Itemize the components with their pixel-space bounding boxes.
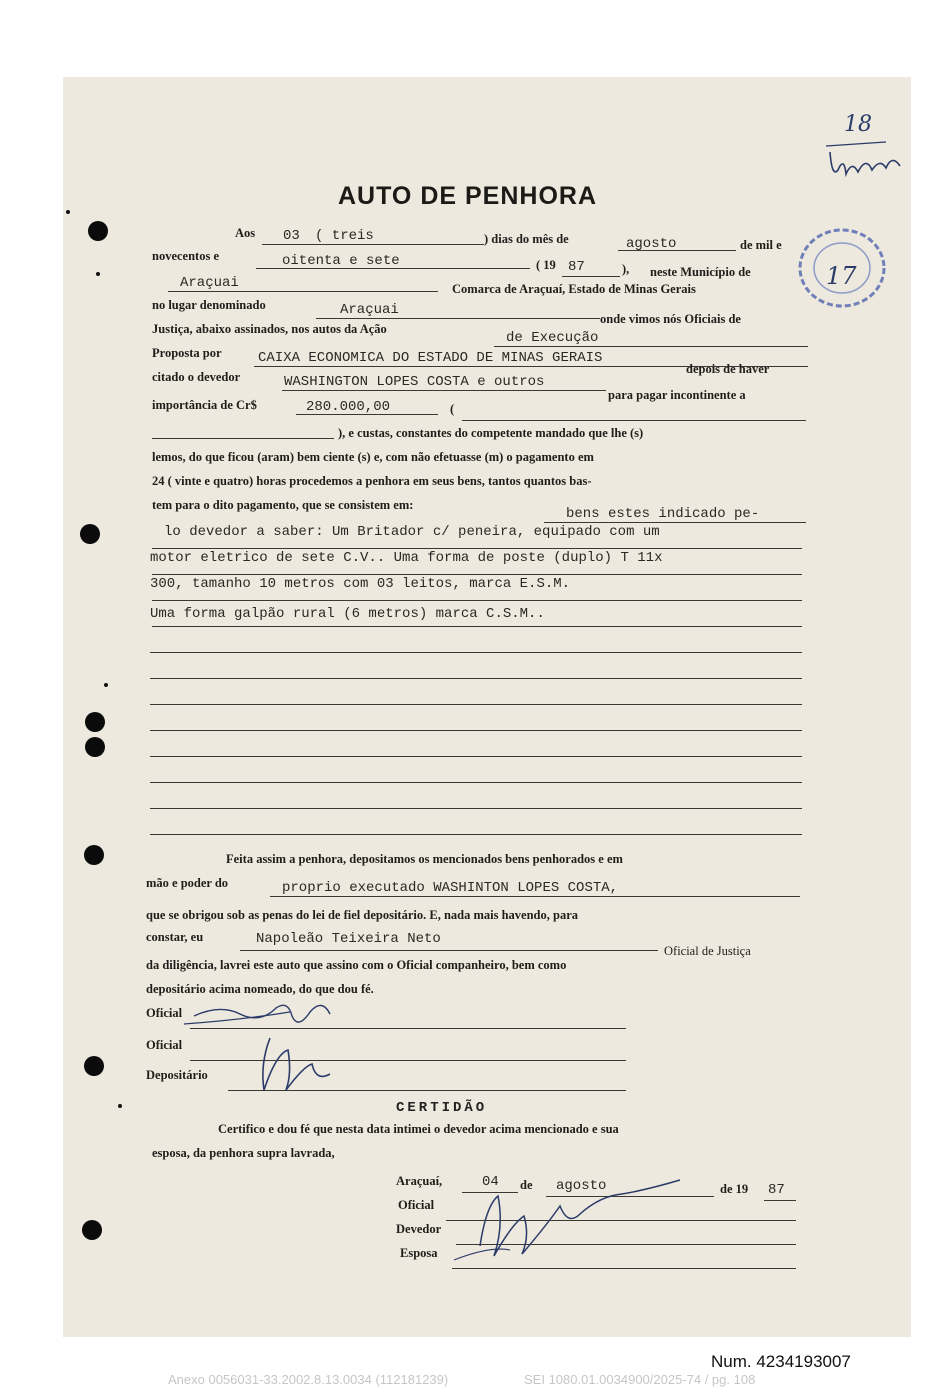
field-underline bbox=[262, 244, 484, 245]
field-ano: 87 bbox=[568, 259, 585, 275]
field-proposta: CAIXA ECONOMICA DO ESTADO DE MINAS GERAIS bbox=[258, 350, 603, 366]
field-underline bbox=[152, 626, 802, 627]
field-cert-ano: 87 bbox=[768, 1182, 785, 1198]
label-dias-mes: ) dias do mês de bbox=[484, 232, 569, 246]
blank-line bbox=[150, 678, 802, 679]
label-comarca: Comarca de Araçuaí, Estado de Minas Gerais bbox=[452, 282, 696, 296]
blank-line bbox=[150, 834, 802, 835]
label-importancia: importância de Cr$ bbox=[152, 398, 257, 412]
field-ano-extenso: oitenta e sete bbox=[282, 253, 400, 269]
text-tantos: tem para o dito pagamento, que se consistem em: bbox=[152, 498, 414, 512]
label-constar: constar, eu bbox=[146, 930, 204, 944]
label-oficial-1: Oficial bbox=[146, 1006, 183, 1020]
margin-initials bbox=[826, 138, 908, 188]
field-devedor: WASHINGTON LOPES COSTA e outros bbox=[284, 374, 545, 390]
signature-scribble-certidao bbox=[450, 1176, 710, 1266]
field-cert-mes: agosto bbox=[556, 1178, 607, 1194]
label-de-mil: de mil e bbox=[740, 238, 782, 252]
field-bens-4: 300, tamanho 10 metros com 03 leitos, marca E.S.M. bbox=[150, 576, 571, 592]
punch-hole bbox=[80, 524, 100, 544]
field-underline bbox=[152, 600, 802, 601]
label-para-pagar: para pagar incontinente a bbox=[608, 388, 746, 402]
field-lugar: Araçuai bbox=[340, 302, 399, 318]
stamp-page-number: 17 bbox=[826, 262, 857, 290]
punch-hole bbox=[82, 1220, 102, 1240]
field-underline bbox=[316, 318, 600, 319]
field-underline bbox=[562, 276, 620, 277]
label-de-2: de 19 bbox=[720, 1182, 749, 1196]
label-proposta-por: Proposta por bbox=[152, 346, 222, 360]
speck bbox=[96, 272, 100, 276]
certidao-title: CERTIDÃO bbox=[396, 1100, 488, 1116]
field-underline bbox=[462, 420, 806, 421]
field-bens-1: bens estes indicado pe- bbox=[566, 506, 760, 522]
speck bbox=[104, 683, 108, 687]
text-esposa-penhora: esposa, da penhora supra lavrada, bbox=[152, 1146, 335, 1160]
label-mao-poder: mão e poder do bbox=[146, 876, 229, 890]
label-oficial-2: Oficial bbox=[146, 1038, 183, 1052]
label-de-1: de bbox=[520, 1178, 533, 1192]
field-valor: 280.000,00 bbox=[306, 399, 391, 415]
label-citado: citado o devedor bbox=[152, 370, 241, 384]
blank-line bbox=[150, 756, 802, 757]
field-underline bbox=[168, 291, 438, 292]
field-bens-5: Uma forma galpão rural (6 metros) marca C.S.M.. bbox=[150, 606, 545, 622]
punch-hole bbox=[84, 845, 104, 865]
field-acao: de Execução bbox=[506, 330, 599, 346]
label-ano-open: ( 19 bbox=[536, 258, 556, 272]
label-aracuai: Araçuaí, bbox=[396, 1174, 443, 1188]
label-ano-close: ), bbox=[622, 262, 630, 276]
field-underline bbox=[152, 574, 802, 575]
text-lemos: lemos, do que ficou (aram) bem ciente (s) e, com não efetuasse (m) o pagamento em bbox=[152, 450, 594, 464]
field-municipio: Araçuai bbox=[180, 275, 239, 291]
blank-line bbox=[150, 652, 802, 653]
margin-page-number: 18 bbox=[844, 112, 872, 137]
punch-hole bbox=[84, 1056, 104, 1076]
field-depositario-nome: proprio executado WASHINTON LOPES COSTA, bbox=[282, 880, 619, 896]
field-bens-3: motor eletrico de sete C.V.. Uma forma de poste (duplo) T 11x bbox=[150, 550, 663, 566]
label-novecentos: novecentos e bbox=[152, 249, 219, 263]
blank-line bbox=[150, 704, 802, 705]
document-number: Num. 4234193007 bbox=[711, 1352, 851, 1371]
field-underline bbox=[544, 522, 806, 523]
field-underline bbox=[270, 896, 800, 897]
field-underline bbox=[764, 1200, 796, 1201]
field-underline bbox=[152, 548, 802, 549]
text-depositario-acima: depositário acima nomeado, do que dou fé. bbox=[146, 982, 374, 996]
footer-sei: SEI 1080.01.0034900/2025-74 / pg. 108 bbox=[524, 1372, 756, 1387]
field-mes: agosto bbox=[626, 236, 677, 252]
label-paren-open: ( bbox=[450, 402, 455, 416]
blank-line bbox=[150, 782, 802, 783]
label-cert-oficial: Oficial bbox=[398, 1198, 435, 1212]
label-depositario: Depositário bbox=[146, 1068, 208, 1082]
speck bbox=[66, 210, 70, 214]
punch-hole bbox=[85, 737, 105, 757]
label-justica: Justiça, abaixo assinados, nos autos da Ação bbox=[152, 322, 387, 336]
punch-hole bbox=[88, 221, 108, 241]
label-aos: Aos bbox=[235, 226, 256, 240]
footer-anexo: Anexo 0056031-33.2002.8.13.0034 (112181239) bbox=[168, 1372, 449, 1387]
text-vinte-quatro: 24 ( vinte e quatro) horas procedemos a penhora em seus bens, tantos quantos bas- bbox=[152, 474, 592, 488]
text-obrigou: que se obrigou sob as penas do lei de fiel depositário. E, nada mais havendo, para bbox=[146, 908, 579, 922]
blank-line bbox=[150, 730, 802, 731]
field-underline bbox=[282, 390, 606, 391]
punch-hole bbox=[85, 712, 105, 732]
label-oficial-justica: Oficial de Justiça bbox=[664, 944, 751, 958]
label-neste-municipio: neste Município de bbox=[650, 265, 751, 279]
label-no-lugar: no lugar denominado bbox=[152, 298, 266, 312]
blank-line bbox=[150, 808, 802, 809]
field-oficial-nome: Napoleão Teixeira Neto bbox=[256, 931, 441, 947]
speck bbox=[118, 1104, 122, 1108]
text-certifico: Certifico e dou fé que nesta data intimei o devedor acima mencionado e sua bbox=[218, 1122, 619, 1136]
label-onde-vimos: onde vimos nós Oficiais de bbox=[600, 312, 741, 326]
field-bens-2: lo devedor a saber: Um Britador c/ peneira, equipado com um bbox=[164, 524, 660, 540]
text-diligencia: da diligência, lavrei este auto que assino com o Oficial companheiro, bem como bbox=[146, 958, 567, 972]
field-underline bbox=[152, 438, 334, 439]
text-feita: Feita assim a penhora, depositamos os mencionados bens penhorados e em bbox=[226, 852, 623, 866]
field-dia-extenso: ( treis bbox=[315, 228, 374, 244]
field-underline bbox=[240, 950, 658, 951]
document-title: AUTO DE PENHORA bbox=[338, 182, 598, 210]
field-underline bbox=[494, 346, 808, 347]
field-cert-dia: 04 bbox=[482, 1174, 499, 1190]
label-depois-haver: depois de haver bbox=[686, 362, 770, 376]
label-cert-esposa: Esposa bbox=[400, 1246, 438, 1260]
field-dia: 03 bbox=[283, 228, 300, 244]
label-e-custas: ), e custas, constantes do competente mandado que lhe (s) bbox=[338, 426, 644, 440]
label-cert-devedor: Devedor bbox=[396, 1222, 442, 1236]
signature-scribble bbox=[180, 994, 380, 1104]
signature-line bbox=[452, 1268, 796, 1269]
